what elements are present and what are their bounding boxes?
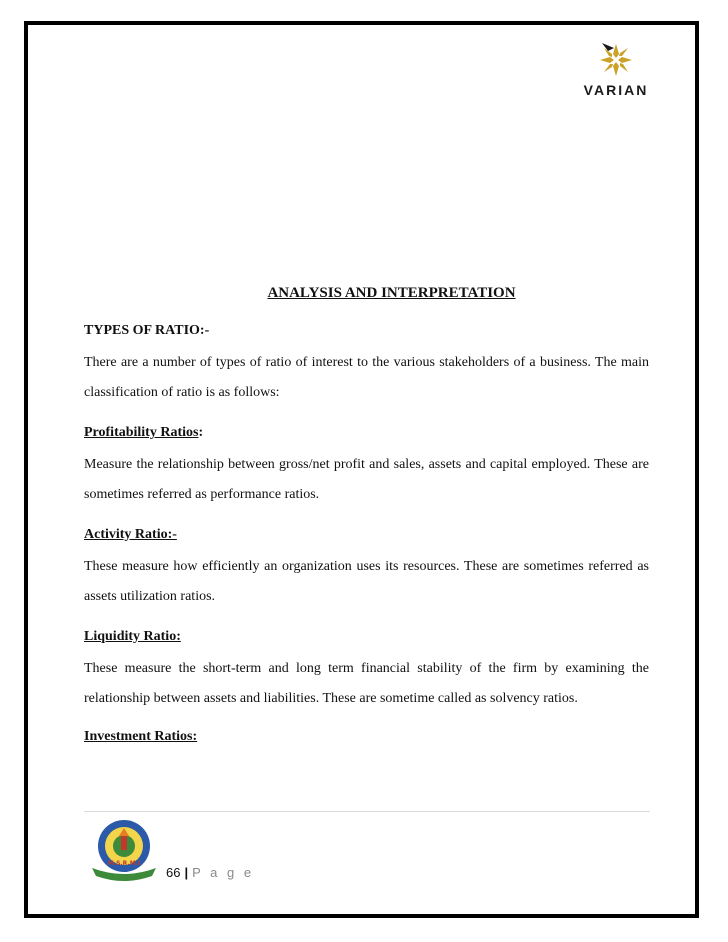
intro-paragraph: There are a number of types of ratio of interest to the various stakeholders of a business. The main classification of ratio is as follows: xyxy=(84,355,649,400)
page-title: ANALYSIS AND INTERPRETATION xyxy=(267,285,516,301)
investment-heading-text: Investment Ratios: xyxy=(84,729,198,744)
page-number-separator: | xyxy=(184,865,189,880)
page-number xyxy=(166,865,254,880)
page-number-value: 66 xyxy=(166,865,181,880)
liquidity-heading-text: Liquidity Ratio: xyxy=(84,629,181,644)
document-body xyxy=(84,282,649,754)
profitability-paragraph: Measure the relationship between gross/net profit and sales, assets and capital employed. These are sometimes referred as performance ratios. xyxy=(84,457,649,502)
profitability-heading-text: Profitability Ratios xyxy=(84,425,199,440)
footer-divider xyxy=(84,811,650,812)
activity-heading xyxy=(84,522,649,552)
activity-paragraph: These measure how efficiently an organization uses its resources. These are sometimes referred as assets utilization ratios. xyxy=(84,559,649,604)
svg-text:M.S.R.M.I: M.S.R.M.I xyxy=(107,860,141,867)
activity-heading-text: Activity Ratio:- xyxy=(84,527,177,542)
varian-logo xyxy=(578,42,654,102)
page-word: P a g e xyxy=(192,865,255,880)
liquidity-paragraph: These measure the short-term and long term financial stability of the firm by examining the relationship between assets and liabilities. These are sometime called as solvency ratios. xyxy=(84,661,649,706)
profitability-heading-colon: : xyxy=(198,425,204,440)
investment-heading xyxy=(84,724,649,754)
varian-wordmark: VARIAN xyxy=(583,82,649,98)
varian-star-icon xyxy=(598,42,634,78)
institute-seal-icon xyxy=(86,816,162,884)
liquidity-heading xyxy=(84,624,649,654)
types-of-ratio-heading: TYPES OF RATIO:- xyxy=(84,323,210,338)
profitability-heading xyxy=(84,420,649,450)
